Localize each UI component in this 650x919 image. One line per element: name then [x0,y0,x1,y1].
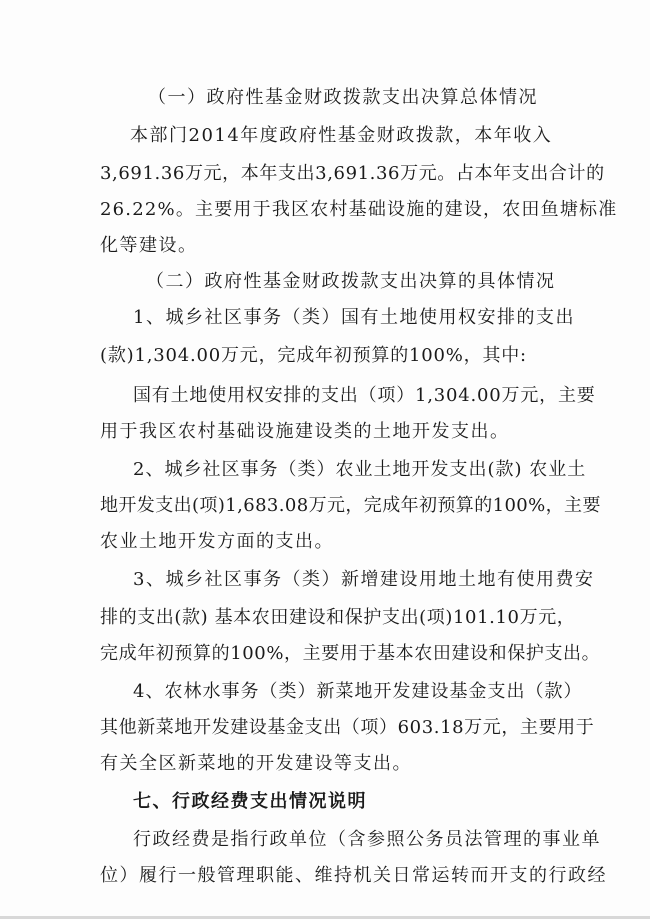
paragraph-line: 4、农林水事务（类）新菜地开发建设基金支出（款） [133,681,583,702]
paragraph-line: 行政经费是指行政单位（含参照公务员法管理的事业单 [133,829,601,850]
paragraph-line: 化等建设。 [100,235,198,256]
paragraph-line: 3、城乡社区事务（类）新增建设用地土地有使用费安 [133,569,595,590]
paragraph-line: 完成年初预算的100%，主要用于基本农田建设和保护支出。 [100,643,601,664]
paragraph-line: 有关全区新菜地的开发建设等支出。 [100,753,412,774]
paragraph-line: 1、城乡社区事务（类）国有土地使用权安排的支出 [133,307,575,328]
paragraph-line: 26.22%。主要用于我区农村基础设施的建设，农田鱼塘标准 [100,199,618,220]
section-heading-7: 七、行政经费支出情况说明 [133,791,367,812]
paragraph-line: 地开发支出(项)1,683.08万元，完成年初预算的100%，主要 [100,495,601,516]
paragraph-line: 排的支出(款) 基本农田建设和保护支出(项)101.10万元， [100,607,576,628]
paragraph-line: (款)1,304.00万元，完成年初预算的100%，其中: [100,345,527,366]
paragraph-line: 用于我区农村基础设施建设类的土地开发支出。 [100,421,510,442]
paragraph-line: 其他新菜地开发建设基金支出（项）603.18万元，主要用于 [100,717,595,738]
paragraph-line: 国有土地使用权安排的支出（项）1,304.00万元，主要 [133,385,596,406]
paragraph-line: 位）履行一般管理职能、维持机关日常运转而开支的行政经 [100,865,607,886]
paragraph-line: 农业土地开发方面的支出。 [100,531,334,552]
section-heading-1: （一）政府性基金财政拨款支出决算总体情况 [148,87,538,108]
paragraph-line: 本部门2014年度政府性基金财政拨款，本年收入 [130,125,553,146]
section-heading-2: （二）政府性基金财政拨款支出决算的具体情况 [146,271,556,292]
paragraph-line: 3,691.36万元，本年支出3,691.36万元。占本年支出合计的 [100,163,605,184]
paragraph-line: 2、城乡社区事务（类）农业土地开发支出(款) 农业土 [133,459,587,480]
